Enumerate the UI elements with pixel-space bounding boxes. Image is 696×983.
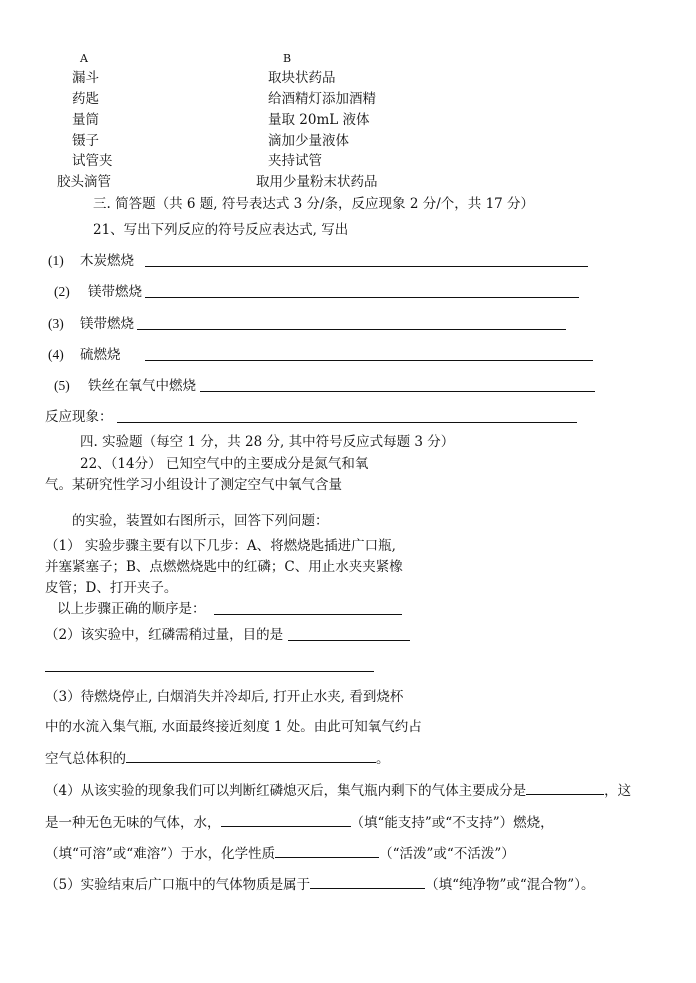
p1-line1: （1） 实验步骤主要有以下几步：A、将燃烧匙插进广口瓶,	[45, 538, 396, 554]
item4-number: (4)	[48, 347, 64, 362]
p1-line3: 皮管；D、打开夹子。	[45, 580, 178, 596]
match-b-6: 取用少量粉末状药品	[256, 174, 378, 190]
item1-number: (1)	[48, 253, 64, 268]
item3-label: 镁带燃烧	[80, 316, 134, 332]
item3-answer-blank[interactable]	[137, 329, 566, 330]
p4-line1	[45, 782, 631, 800]
support-answer-blank[interactable]	[221, 814, 351, 827]
order-answer-blank[interactable]	[214, 614, 402, 615]
p4-line2	[45, 814, 554, 832]
match-b-1: 取块状药品	[268, 70, 336, 86]
match-a-5: 试管夹	[72, 153, 113, 169]
p4-line2-hint: （填“能支持”或“不支持”）燃烧，	[350, 815, 554, 831]
p1-line2: 并塞紧塞子；B、点燃燃烧匙中的红磷；C、用止水夹夹紧橡	[45, 559, 403, 575]
p3-line2: 中的水流入集气瓶, 水面最终接近刻度 1 处。由此可知氧气约占	[45, 719, 422, 735]
p5-line	[45, 876, 594, 894]
p3-line1: （3）待燃烧停止, 白烟消失并冷却后, 打开止水夹, 看到烧杯	[45, 689, 404, 705]
purpose-answer-blank[interactable]	[288, 640, 410, 641]
col-b-header: B	[283, 52, 292, 65]
match-b-2: 给酒精灯添加酒精	[268, 91, 376, 107]
substance-answer-blank[interactable]	[310, 876, 425, 889]
section4-title: 四. 实验题（每空 1 分，共 28 分, 其中符号反应式每题 3 分）	[80, 434, 455, 450]
match-a-6: 胶头滴管	[57, 174, 111, 190]
q22-line1: 22、（14分） 已知空气中的主要成分是氮气和氧	[80, 456, 369, 472]
item2-label: 镁带燃烧	[88, 284, 142, 300]
match-a-1: 漏斗	[72, 70, 99, 86]
phenomenon-answer-blank[interactable]	[117, 422, 577, 423]
item2-number: (2)	[54, 284, 70, 299]
match-a-4: 镊子	[72, 133, 99, 149]
match-a-2: 药匙	[72, 91, 99, 107]
item5-answer-blank[interactable]	[200, 391, 595, 392]
p5-prompt: （5）实验结束后广口瓶中的气体物质是属于	[45, 877, 311, 893]
gas-answer-blank[interactable]	[526, 782, 604, 795]
section3-title: 三. 简答题（共 6 题, 符号表达式 3 分/条，反应现象 2 分/个，共 17 分）	[93, 196, 535, 212]
q22-line2: 气。某研究性学习小组设计了测定空气中氧气含量	[45, 477, 342, 493]
q21-prompt: 21、写出下列反应的符号反应表达式, 写出	[93, 222, 349, 238]
p4-line1-end: ，这	[604, 783, 632, 799]
p3-line3	[45, 750, 390, 768]
match-a-3: 量筒	[72, 112, 99, 128]
item4-answer-blank[interactable]	[145, 360, 593, 361]
match-b-4: 滴加少量液体	[268, 133, 349, 149]
p3-prompt: 空气总体积的	[45, 751, 126, 767]
match-b-3: 量取 20mL 液体	[268, 112, 370, 128]
item3-number: (3)	[48, 316, 64, 331]
p5-hint: （填“纯净物”或“混合物”）。	[425, 877, 595, 893]
p4-line3-prompt: （填“可溶”或“难溶”）于水，化学性质	[45, 846, 276, 862]
p4-line3	[45, 845, 515, 863]
property-answer-blank[interactable]	[275, 845, 379, 858]
p4-prompt: （4）从该实验的现象我们可以判断红磷熄灭后，集气瓶内剩下的气体主要成分是	[45, 783, 527, 799]
item1-answer-blank[interactable]	[145, 266, 588, 267]
item2-answer-blank[interactable]	[145, 297, 579, 298]
p1-order-prompt: 以上步骤正确的顺序是：	[57, 601, 206, 617]
purpose-answer-blank-2[interactable]	[45, 671, 374, 672]
p4-line2-prompt: 是一种无色无味的气体，水，	[45, 815, 221, 831]
phenomenon-label: 反应现象：	[45, 409, 113, 425]
item1-label: 木炭燃烧	[80, 253, 134, 269]
p3-end: 。	[376, 751, 390, 767]
fraction-answer-blank[interactable]	[126, 750, 376, 763]
item5-label: 铁丝在氧气中燃烧	[88, 378, 196, 394]
item4-label: 硫燃烧	[80, 347, 121, 363]
item5-number: (5)	[54, 378, 70, 393]
q22-line3: 的实验，装置如右图所示，回答下列问题：	[72, 513, 329, 529]
p4-line3-hint: （“活泼”或“不活泼”）	[379, 846, 515, 862]
p2-prompt: （2）该实验中，红磷需稍过量，目的是	[45, 627, 284, 643]
match-b-5: 夹持试管	[268, 153, 322, 169]
col-a-header: A	[80, 52, 88, 65]
